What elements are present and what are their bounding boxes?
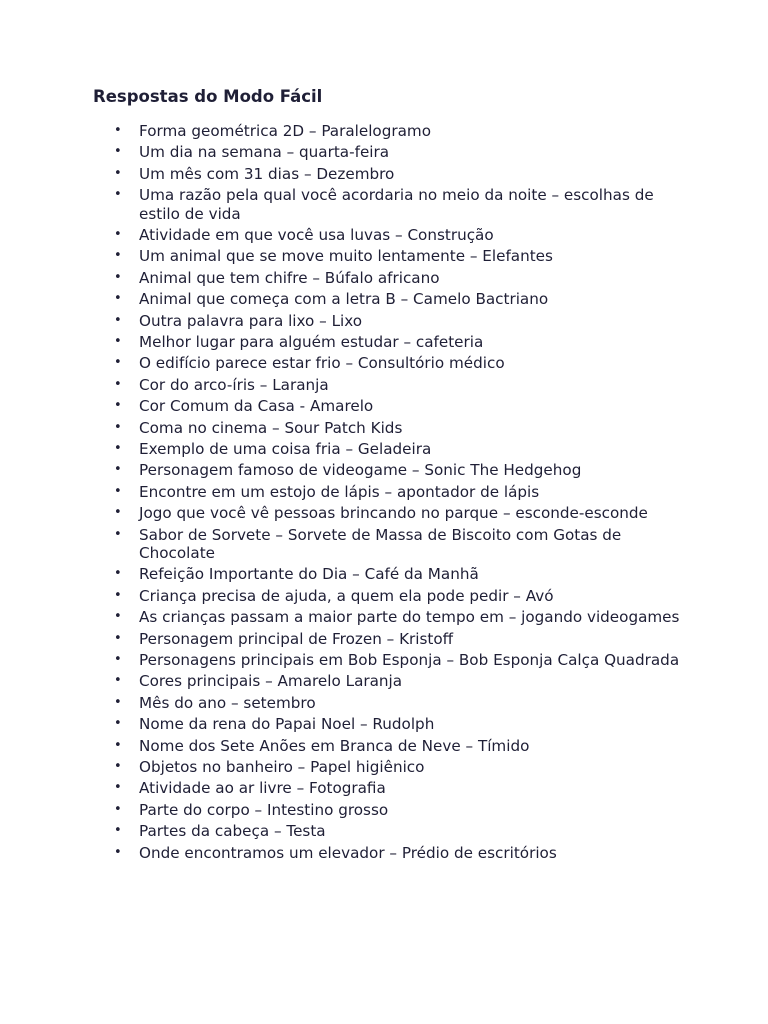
list-item xyxy=(114,757,699,777)
bullet-icon: • xyxy=(114,398,122,414)
list-item xyxy=(114,164,699,184)
list-item xyxy=(114,504,699,523)
list-item xyxy=(114,822,699,841)
list-item xyxy=(114,311,699,331)
list-item-text: Parte do corpo – Intestino grosso xyxy=(139,800,389,819)
bullet-icon: • xyxy=(114,651,122,667)
list-item-text: Melhor lugar para alguém estudar – cafeteria xyxy=(139,333,484,352)
list-item-text: Forma geométrica 2D – Paralelogramo xyxy=(139,122,432,140)
list-item xyxy=(114,800,699,820)
list-item-text: Um animal que se move muito lentamente – Elefantes xyxy=(139,247,553,266)
list-item-text: Animal que tem chifre – Búfalo africano xyxy=(139,268,440,287)
list-item-text: Mês do ano – setembro xyxy=(139,693,316,712)
list-item xyxy=(114,354,699,373)
list-item-text: Animal que começa com a letra B – Camelo Bactriano xyxy=(139,290,549,309)
bullet-icon: • xyxy=(114,419,122,435)
bullet-icon: • xyxy=(114,334,122,350)
bullet-icon: • xyxy=(114,291,122,307)
list-item-text: Jogo que você vê pessoas brincando no parque – esconde-esconde xyxy=(139,504,648,523)
list-item xyxy=(114,143,699,162)
list-item-text: O edifício parece estar frio – Consultório médico xyxy=(139,354,505,373)
bullet-icon: • xyxy=(114,694,122,710)
list-item-text: Criança precisa de ajuda, a quem ela pode pedir – Avó xyxy=(139,586,554,605)
bullet-icon: • xyxy=(114,123,122,138)
bullet-icon: • xyxy=(114,566,122,582)
list-item-text: Encontre em um estojo de lápis – apontador de lápis xyxy=(139,482,540,501)
list-item xyxy=(114,650,699,670)
list-item-text: Atividade em que você usa luvas – Construção xyxy=(139,226,494,245)
list-item-text: Onde encontramos um elevador – Prédio de escritórios xyxy=(139,843,557,862)
list-item xyxy=(114,268,699,288)
list-item-text: Um mês com 31 dias – Dezembro xyxy=(139,164,395,183)
list-item xyxy=(114,482,699,502)
bullet-icon: • xyxy=(114,587,122,603)
list-item xyxy=(114,397,699,416)
list-item xyxy=(114,247,699,266)
list-item xyxy=(114,586,699,606)
bullet-icon: • xyxy=(114,609,122,625)
list-item-text: Um dia na semana – quarta-feira xyxy=(139,143,390,162)
bullet-icon: • xyxy=(114,673,122,689)
list-item xyxy=(114,226,699,245)
list-item-text: Cor Comum da Casa - Amarelo xyxy=(139,397,374,416)
answer-list xyxy=(114,122,699,865)
bullet-icon: • xyxy=(114,269,122,285)
bullet-icon: • xyxy=(114,801,122,817)
bullet-icon: • xyxy=(114,165,122,181)
bullet-icon: • xyxy=(114,483,122,499)
bullet-icon: • xyxy=(114,737,122,753)
bullet-icon: • xyxy=(114,716,122,732)
bullet-icon: • xyxy=(114,312,122,328)
list-item-text: Uma razão pela qual você acordaria no meio da noite – escolhas de estilo de vida xyxy=(139,186,654,223)
list-item xyxy=(114,736,699,756)
list-item xyxy=(114,290,699,309)
list-item xyxy=(114,186,699,223)
list-item xyxy=(114,418,699,438)
list-item-text: Nome da rena do Papai Noel – Rudolph xyxy=(139,715,435,734)
bullet-icon: • xyxy=(114,780,122,796)
bullet-icon: • xyxy=(114,844,122,860)
list-item-text: Personagem principal de Frozen – Kristoff xyxy=(139,629,454,648)
list-item xyxy=(114,672,699,691)
list-item-text: Partes da cabeça – Testa xyxy=(139,822,326,841)
list-item xyxy=(114,565,699,584)
page-title: Respostas do Modo Fácil xyxy=(93,87,323,106)
list-item-text: Coma no cinema – Sour Patch Kids xyxy=(139,418,403,437)
list-item-text: Sabor de Sorvete – Sorvete de Massa de Biscoito com Gotas de Chocolate xyxy=(139,525,622,563)
list-item-text: Nome dos Sete Anões em Branca de Neve – Tímido xyxy=(139,736,530,755)
bullet-icon: • xyxy=(114,505,122,521)
list-item xyxy=(114,439,699,459)
list-item xyxy=(114,693,699,713)
list-item-text: As crianças passam a maior parte do tempo em – jogando videogames xyxy=(139,608,680,627)
list-item-text: Objetos no banheiro – Papel higiênico xyxy=(139,757,425,776)
bullet-icon: • xyxy=(114,227,122,243)
bullet-icon: • xyxy=(114,758,122,774)
bullet-icon: • xyxy=(114,823,122,839)
list-item-text: Cores principais – Amarelo Laranja xyxy=(139,672,403,691)
list-item xyxy=(114,629,699,649)
list-item xyxy=(114,779,699,798)
list-item-text: Exemplo de uma coisa fria – Geladeira xyxy=(139,439,432,458)
list-item xyxy=(114,375,699,395)
list-item-text: Refeição Importante do Dia – Café da Manhã xyxy=(139,565,479,584)
bullet-icon: • xyxy=(114,630,122,646)
list-item xyxy=(114,715,699,734)
list-item xyxy=(114,608,699,627)
list-item-text: Personagens principais em Bob Esponja – Bob Esponja Calça Quadrada xyxy=(139,650,680,669)
list-item-text: Outra palavra para lixo – Lixo xyxy=(139,311,363,330)
list-item-text: Personagem famoso de videogame – Sonic The Hedgehog xyxy=(139,461,582,480)
bullet-icon: • xyxy=(114,248,122,264)
list-item xyxy=(114,333,699,352)
list-item xyxy=(114,461,699,480)
list-item xyxy=(114,122,699,141)
bullet-icon: • xyxy=(114,440,122,456)
bullet-icon: • xyxy=(114,376,122,392)
bullet-icon: • xyxy=(114,462,122,478)
list-item xyxy=(114,843,699,863)
list-item xyxy=(114,525,699,563)
bullet-icon: • xyxy=(114,144,122,160)
bullet-icon: • xyxy=(114,187,122,203)
list-item-text: Atividade ao ar livre – Fotografia xyxy=(139,779,386,798)
bullet-icon: • xyxy=(114,526,122,542)
list-item-text: Cor do arco-íris – Laranja xyxy=(139,375,329,394)
bullet-icon: • xyxy=(114,355,122,371)
